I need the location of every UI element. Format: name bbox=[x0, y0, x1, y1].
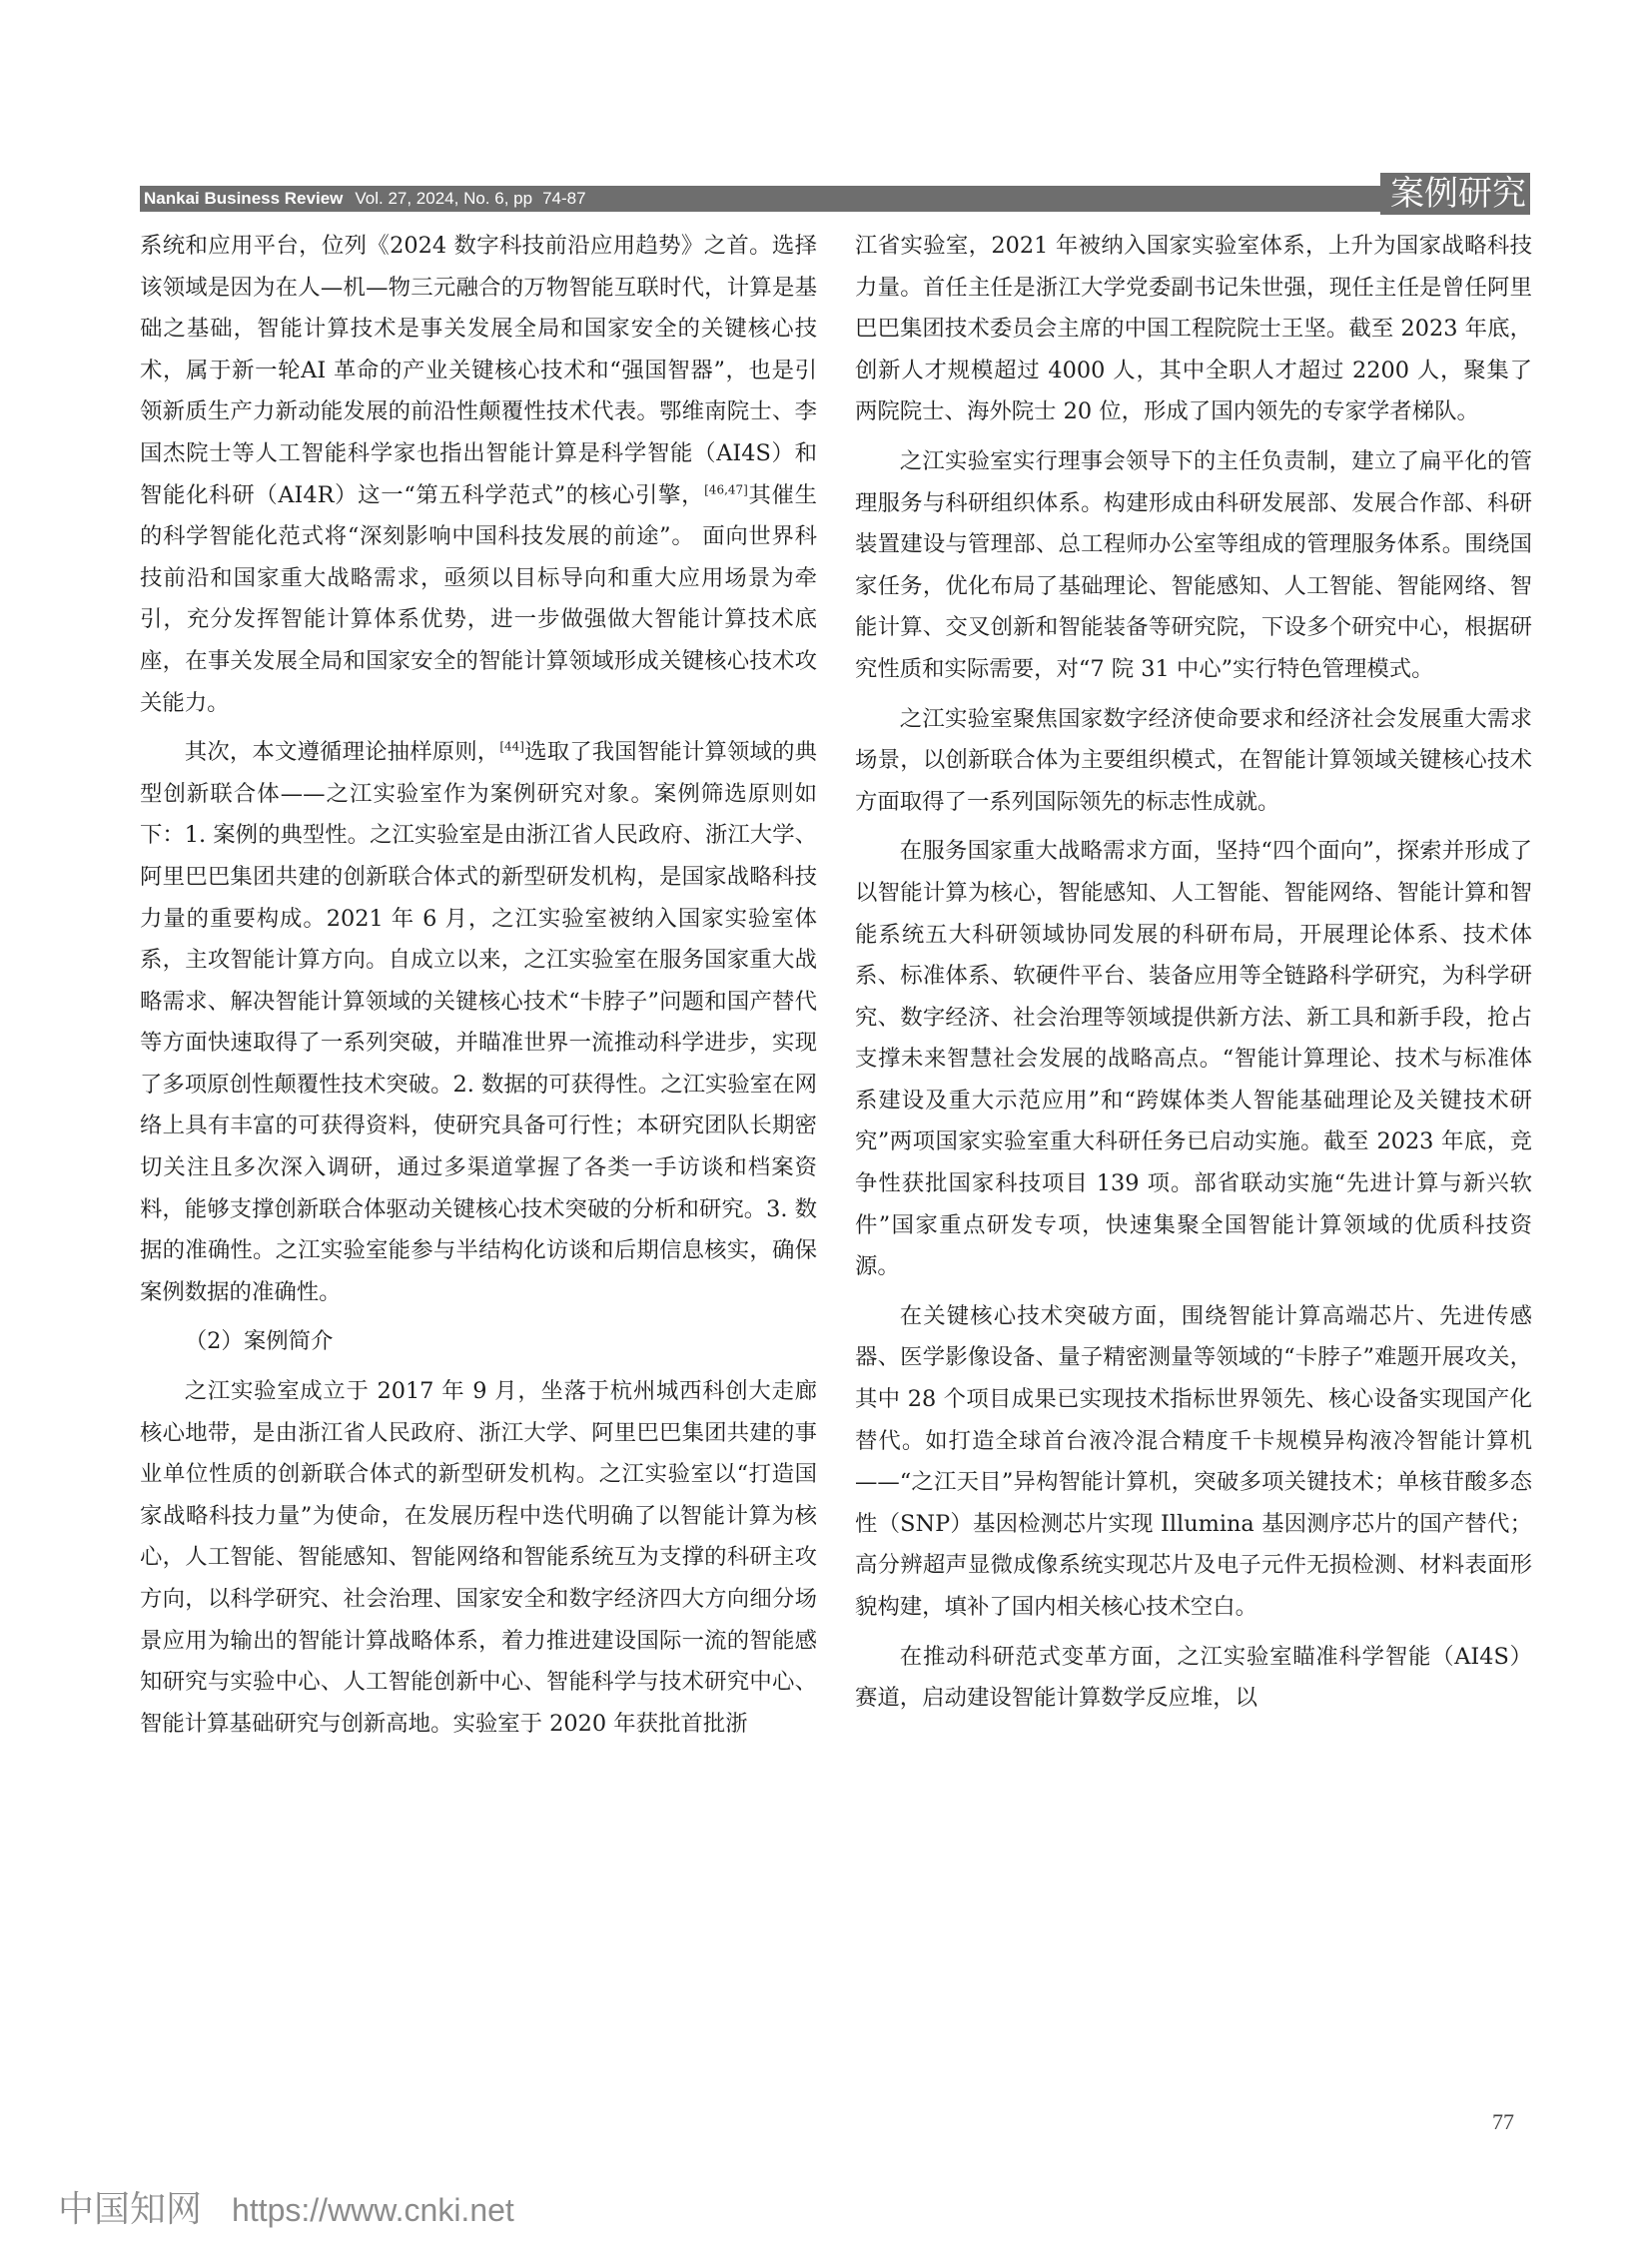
paragraph bbox=[140, 226, 817, 724]
journal-name: Nankai Business Review bbox=[144, 189, 344, 208]
text-run: 在关键核心技术突破方面，围绕智能计算高端芯片、先进传感器、医学影像设备、量子精密测量等领域的“卡脖子”难题开展攻关，其中 28 个项目成果已实现技术指标世界领先、核心设备实现国产化替代。如打造全球首台液冷混合精度千卡规模异构液冷智能计算机——“之江天目”异构智能计算机，突破多项关键技术；单核苷酸多态性（SNP）基因检测芯片实现 Illumina 基因测序芯片的国产替代；高分辨超声显微成像系统实现芯片及电子元件无损检测、材料表面形貌构建，填补了国内相关核心技术空白。 bbox=[855, 1302, 1532, 1620]
volume-info: Vol. 27, 2024, No. 6, pp bbox=[355, 189, 533, 208]
text-run: 其催生的科学智能化范式将“深刻影响中国科技发展的前途”。 面向世界科技前沿和国家重大战略需求，亟须以目标导向和重大应用场景为牵引，充分发挥智能计算体系优势，进一步做强做大智能计算技术底座，在事关发展全局和国家安全的智能计算领域形成关键核心技术攻关能力。 bbox=[140, 481, 818, 716]
section-title: 案例研究 bbox=[1380, 173, 1530, 215]
text-run: 之江实验室实行理事会领导下的主任负责制，建立了扁平化的管理服务与科研组织体系。构建形成由科研发展部、发展合作部、科研装置建设与管理部、总工程师办公室等组成的管理服务体系。围绕国家任务，优化布局了基础理论、智能感知、人工智能、智能网络、智能计算、交叉创新和智能装备等研究院，下设多个研究中心，根据研究性质和实际需要，对“7 院 31 中心”实行特色管理模式。 bbox=[855, 447, 1532, 682]
watermark-site-name: 中国知网 bbox=[58, 2189, 203, 2230]
paragraph bbox=[855, 441, 1532, 691]
text-run: 之江实验室聚焦国家数字经济使命要求和经济社会发展重大需求场景，以创新联合体为主要组织模式，在智能计算领域关键核心技术方面取得了一系列国际领先的标志性成就。 bbox=[855, 705, 1532, 815]
text-run: 之江实验室成立于 2017 年 9 月，坐落于杭州城西科创大走廊核心地带，是由浙江省人民政府、浙江大学、阿里巴巴集团共建的事业单位性质的创新联合体式的新型研发机构。之江实验室以“打造国家战略科技力量”为使命，在发展历程中迭代明确了以智能计算为核心，人工智能、智能感知、智能网络和智能系统互为支撑的科研主攻方向，以科学研究、社会治理、国家安全和数字经济四大方向细分场景应用为输出的智能计算战略体系，着力推进建设国际一流的智能感知研究与实验中心、人工智能创新中心、智能科学与技术研究中心、智能计算基础研究与创新高地。实验室于 2020 年获批首批浙 bbox=[140, 1378, 817, 1737]
watermark-url: https://www.cnki.net bbox=[232, 2192, 514, 2228]
paragraph bbox=[855, 226, 1532, 433]
citation-ref: [44] bbox=[499, 739, 524, 754]
running-header bbox=[140, 174, 1530, 214]
text-run: 江省实验室，2021 年被纳入国家实验室体系，上升为国家战略科技力量。首任主任是浙江大学党委副书记朱世强，现任主任是曾任阿里巴巴集团技术委员会主席的中国工程院院士王坚。截至 2023 年底，创新人才规模超过 4000 人，其中全职人才超过 2200 人，聚集了两院院士、海外院士 20 位，形成了国内领先的专家学者梯队。 bbox=[855, 233, 1532, 425]
paragraph bbox=[140, 732, 817, 1313]
cnki-watermark bbox=[58, 2181, 514, 2232]
text-run: （2）案例简介 bbox=[184, 1328, 334, 1355]
left-text-column bbox=[140, 226, 817, 1745]
paragraph bbox=[855, 699, 1532, 824]
text-run: 其次，本文遵循理论抽样原则， bbox=[184, 739, 500, 766]
text-run: 系统和应用平台，位列《2024 数字科技前沿应用趋势》之首。选择该领域是因为在人—机—物三元融合的万物智能互联时代，计算是基础之基础，智能计算技术是事关发展全局和国家安全的关键核心技术，属于新一轮AI 革命的产业关键核心技术和“强国智器”，也是引领新质生产力新动能发展的前沿性颠覆性技术代表。鄂维南院士、李国杰院士等人工智能科学家也指出智能计算是科学智能（AI4S）和智能化科研（AI4R）这一“第五科学范式”的核心引擎， bbox=[140, 233, 817, 508]
paragraph bbox=[140, 1321, 817, 1363]
paragraph bbox=[855, 1637, 1532, 1720]
citation-ref: [46,47] bbox=[704, 482, 748, 497]
text-run: 在服务国家重大战略需求方面，坚持“四个面向”，探索并形成了以智能计算为核心，智能感知、人工智能、智能网络、智能计算和智能系统五大科研领域协同发展的科研布局，开展理论体系、技术体系、标准体系、软硬件平台、装备应用等全链路科学研究，为科学研究、数字经济、社会治理等领域提供新方法、新工具和新手段，抢占支撑未来智慧社会发展的战略高点。“智能计算理论、技术与标准体系建设及重大示范应用”和“跨媒体类人智能基础理论及关键技术研究”两项国家实验室重大科研任务已启动实施。截至 2023 年底，竞争性获批国家科技项目 139 项。部省联动实施“先进计算与新兴软件”国家重点研发专项，快速集聚全国智能计算领域的优质科技资源。 bbox=[855, 838, 1532, 1280]
text-run: 选取了我国智能计算领域的典型创新联合体——之江实验室作为案例研究对象。案例筛选原则如下：1. 案例的典型性。之江实验室是由浙江省人民政府、浙江大学、阿里巴巴集团共建的创新联合体式的新型研发机构，是国家战略科技力量的重要构成。2021 年 6 月，之江实验室被纳入国家实验室体系，主攻智能计算方向。自成立以来，之江实验室在服务国家重大战略需求、解决智能计算领域的关键核心技术“卡脖子”问题和国产替代等方面快速取得了一系列突破，并瞄准世界一流推动科学进步，实现了多项原创性颠覆性技术突破。2. 数据的可获得性。之江实验室在网络上具有丰富的可获得资料，使研究具备可行性；本研究团队长期密切关注且多次深入调研，通过多渠道掌握了各类一手访谈和档案资料，能够支撑创新联合体驱动关键核心技术突破的分析和研究。3. 数据的准确性。之江实验室能参与半结构化访谈和后期信息核实，确保案例数据的准确性。 bbox=[140, 739, 818, 1305]
right-text-column bbox=[855, 226, 1532, 1720]
page-range: 74-87 bbox=[542, 189, 586, 208]
text-run: 在推动科研范式变革方面，之江实验室瞄准科学智能（AI4S）赛道，启动建设智能计算数学反应堆，以 bbox=[855, 1643, 1532, 1712]
paragraph bbox=[855, 1296, 1532, 1629]
paragraph bbox=[140, 1371, 817, 1745]
page-number: 77 bbox=[1492, 2109, 1514, 2134]
paragraph bbox=[855, 831, 1532, 1288]
